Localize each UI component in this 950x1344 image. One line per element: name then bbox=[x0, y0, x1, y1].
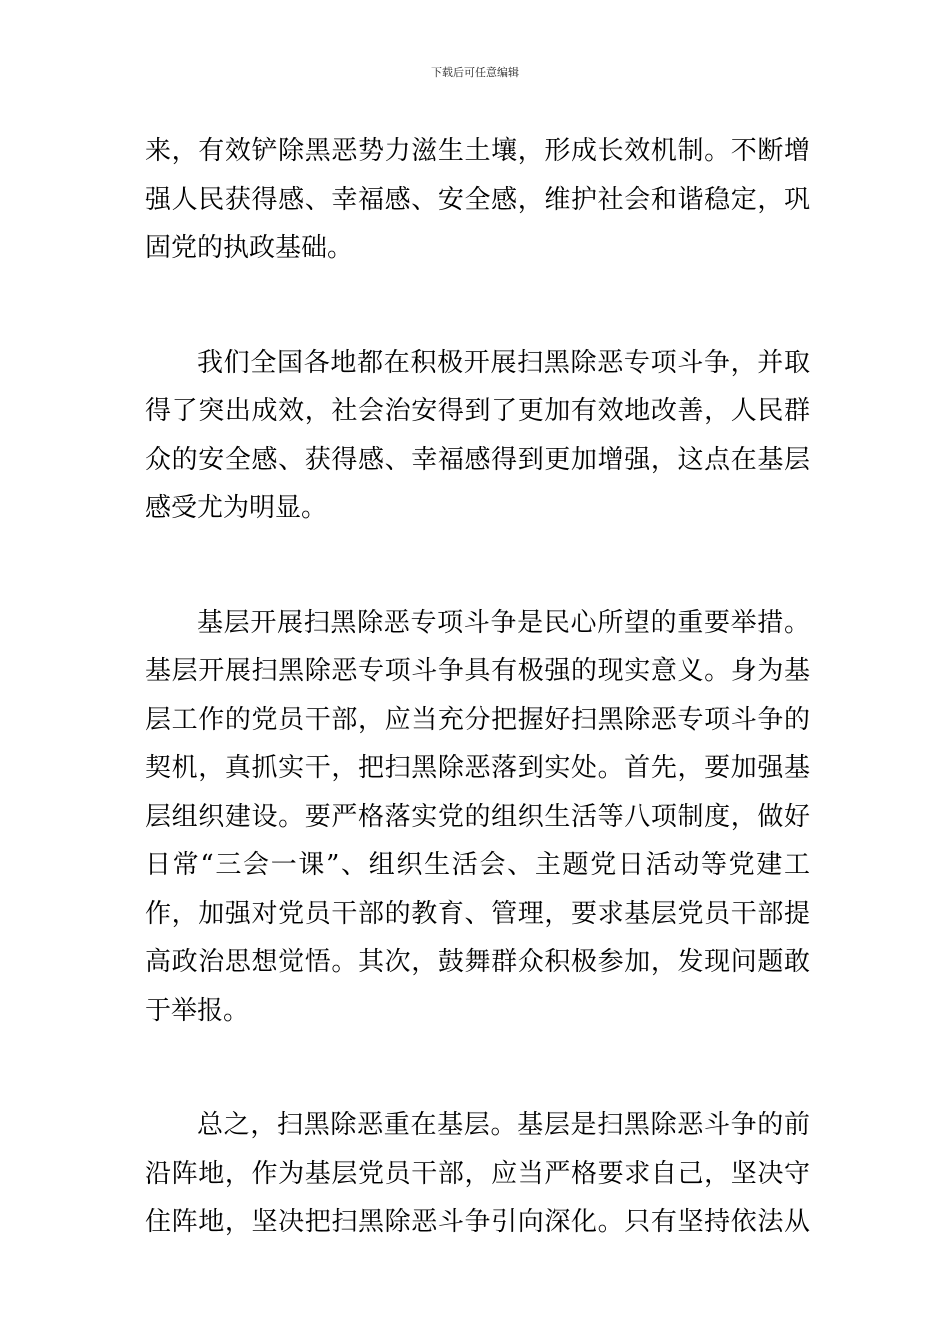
text-line: 强人民获得感、幸福感、安全感，维护社会和谐稳定，巩 bbox=[145, 184, 810, 215]
text-line: 得了突出成效，社会治安得到了更加有效地改善，人民群 bbox=[145, 396, 810, 426]
page-header: 下载后可任意编辑 bbox=[431, 66, 519, 79]
paragraph-1 bbox=[145, 127, 810, 273]
text-line: 固党的执政基础。 bbox=[145, 233, 354, 263]
text-line: 契机，真抓实干，把扫黑除恶落到实处。首先，要加强基 bbox=[145, 753, 810, 783]
text-line: 沿阵地，作为基层党员干部，应当严格要求自己，坚决守 bbox=[145, 1158, 810, 1189]
paragraph-3 bbox=[145, 599, 810, 1036]
text-line: 基层开展扫黑除恶专项斗争是民心所望的重要举措。 bbox=[197, 607, 810, 638]
text-line: 住阵地，坚决把扫黑除恶斗争引向深化。只有坚持依法从 bbox=[145, 1207, 810, 1237]
text-line: 总之，扫黑除恶重在基层。基层是扫黑除恶斗争的前 bbox=[197, 1110, 810, 1140]
text-line: 高政治思想觉悟。其次，鼓舞群众积极参加，发现问题敢 bbox=[145, 947, 810, 977]
text-line: 作，加强对党员干部的教育、管理，要求基层党员干部提 bbox=[145, 898, 810, 929]
paragraph-4 bbox=[145, 1101, 810, 1247]
text-line: 来，有效铲除黑恶势力滋生土壤，形成长效机制。不断增 bbox=[145, 136, 810, 166]
text-line: 层组织建设。要严格落实党的组织生活等八项制度，做好 bbox=[145, 801, 810, 832]
text-line: 层工作的党员干部，应当充分把握好扫黑除恶专项斗争的 bbox=[145, 704, 810, 735]
text-line: 日常“三会一课”、组织生活会、主题党日活动等党建工 bbox=[145, 850, 810, 880]
text-line: 众的安全感、获得感、幸福感得到更加增强，这点在基层 bbox=[145, 444, 810, 475]
text-line: 我们全国各地都在积极开展扫黑除恶专项斗争，并取 bbox=[197, 347, 810, 378]
text-line: 感受尤为明显。 bbox=[145, 493, 328, 523]
document-body bbox=[145, 127, 810, 1247]
text-line: 于举报。 bbox=[145, 995, 250, 1026]
text-line: 基层开展扫黑除恶专项斗争具有极强的现实意义。身为基 bbox=[145, 656, 810, 686]
paragraph-2 bbox=[145, 339, 810, 533]
